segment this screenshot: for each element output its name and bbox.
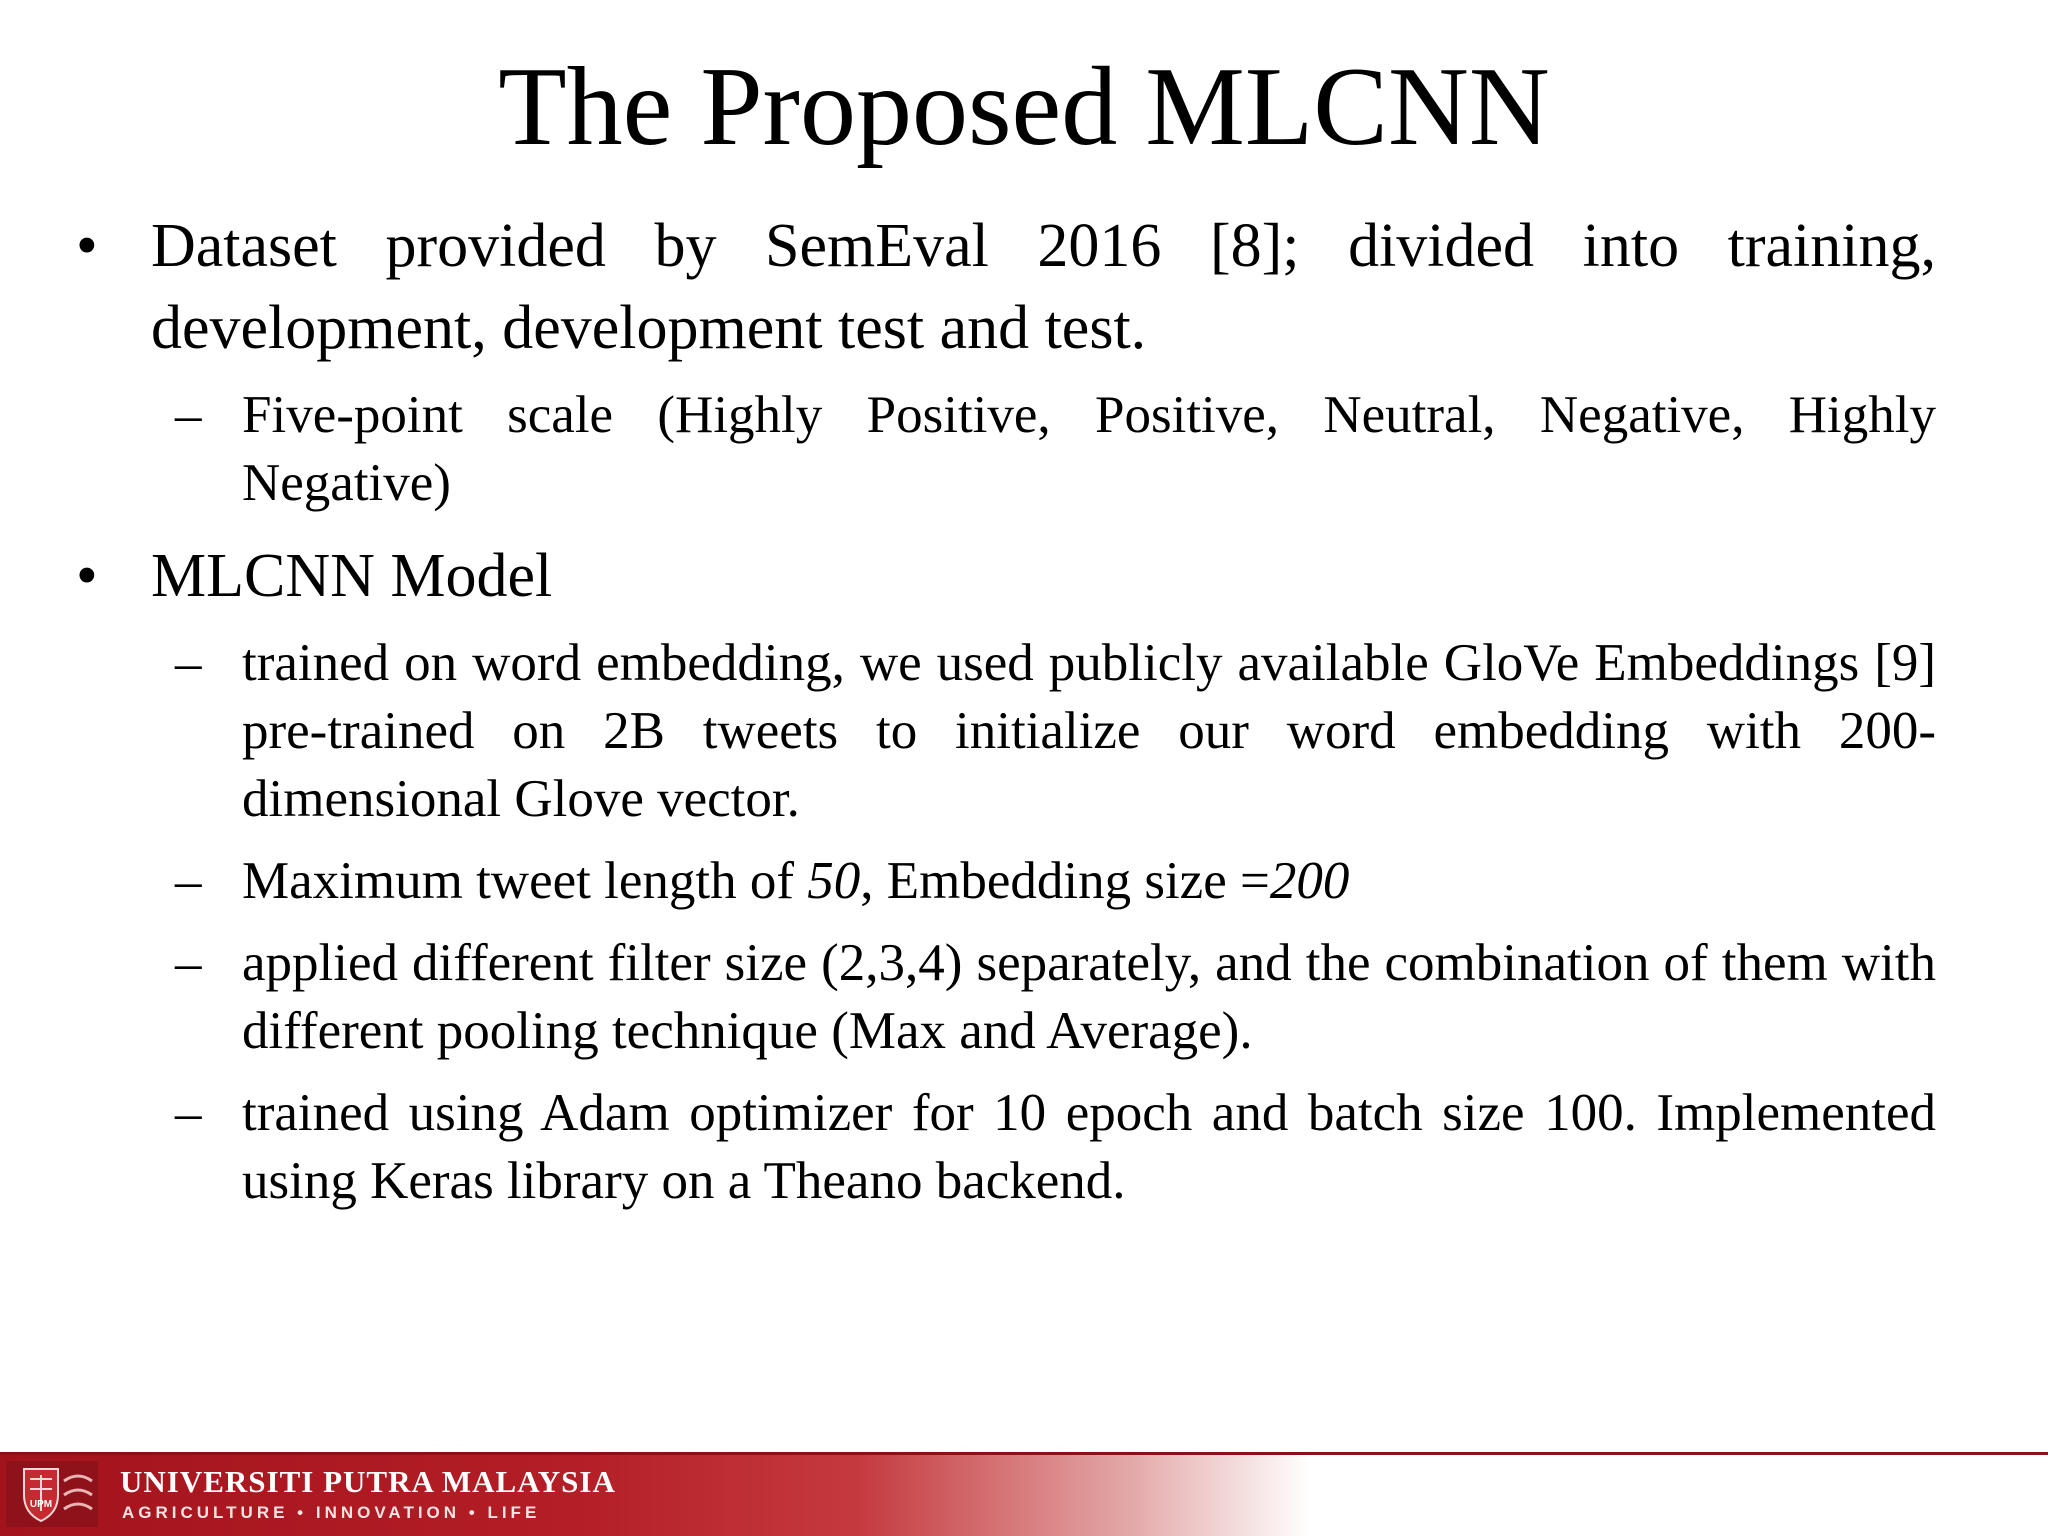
bullet-marker: • <box>76 542 98 610</box>
subitem-word-embedding-text: trained on word embedding, we used publicly available GloVe Embeddings [9] pre-trained on 2B tweets to initialize our word embedding with 200- dimensional Glove vector. <box>242 634 1936 828</box>
bullet-dataset <box>76 205 1936 369</box>
bullet-marker: • <box>76 212 98 280</box>
university-logo-icon <box>6 1461 98 1527</box>
subitem-filter-size <box>175 929 1936 1065</box>
slide-content <box>76 205 1936 1215</box>
subitem-tweet-length <box>175 847 1936 915</box>
subitem-five-point-scale-text: Five-point scale (Highly Positive, Positive, Neutral, Negative, Highly Negative) <box>242 386 1936 512</box>
dash-marker: – <box>175 386 202 444</box>
footer-banner <box>0 1452 2048 1536</box>
slide-title: The Proposed MLCNN <box>498 45 1550 169</box>
subitem-filter-size-text: applied different filter size (2,3,4) separately, and the combination of them with different pooling technique (Max and Average). <box>242 934 1936 1060</box>
bullet-mlcnn-model <box>76 535 1936 617</box>
university-name: UNIVERSITI PUTRA MALAYSIA <box>120 1464 616 1499</box>
subitem-training-setup-text: trained using Adam optimizer for 10 epoch and batch size 100. Implemented using Keras library on a Theano backend. <box>242 1084 1936 1210</box>
dash-marker: – <box>175 1084 202 1142</box>
embedding-size-value: 200 <box>1269 852 1350 910</box>
bullet-dataset-text: Dataset provided by SemEval 2016 [8]; divided into training, development, development test and test. <box>151 212 1936 362</box>
tweet-length-prefix: Maximum tweet length of <box>242 852 808 910</box>
svg-text:UPM: UPM <box>29 1499 53 1510</box>
embedding-size-label: , Embedding size = <box>860 852 1270 910</box>
tweet-length-value: 50 <box>807 852 861 910</box>
dash-marker: – <box>175 934 202 992</box>
bullet-mlcnn-model-text: MLCNN Model <box>151 542 553 610</box>
subitem-word-embedding <box>175 629 1936 833</box>
dash-marker: – <box>175 634 202 692</box>
dash-marker: – <box>175 852 202 910</box>
subitem-training-setup <box>175 1079 1936 1215</box>
subitem-five-point-scale <box>175 381 1936 517</box>
university-tagline: AGRICULTURE • INNOVATION • LIFE <box>122 1503 541 1522</box>
